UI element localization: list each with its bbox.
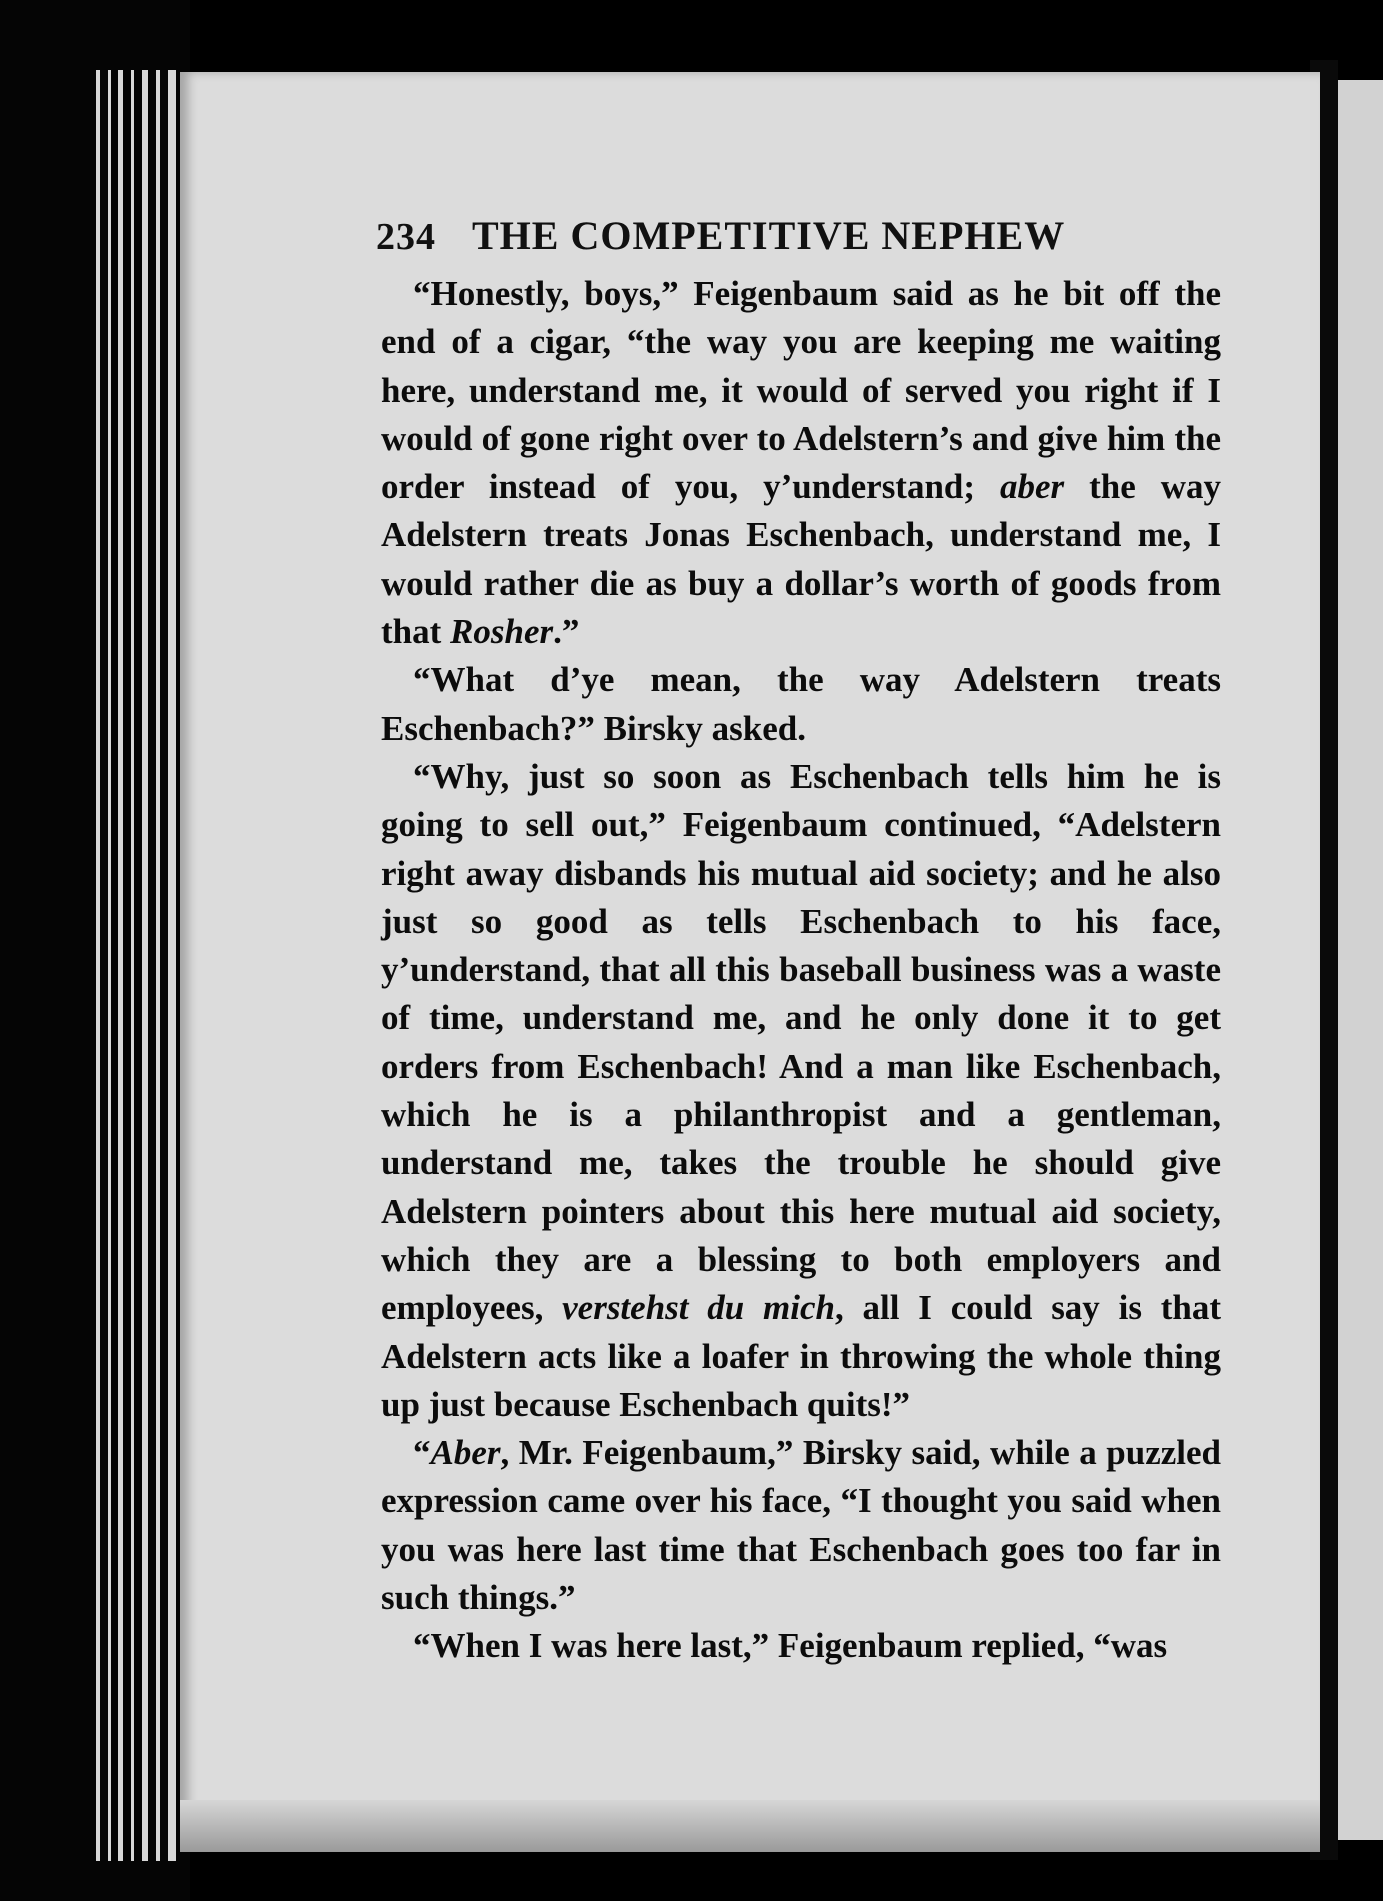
binding-edge-line	[96, 70, 100, 1861]
text-run: .”	[553, 612, 580, 652]
italic-phrase: Rosher	[450, 612, 554, 652]
text-run: “What d’ye mean, the way Adelstern treats Eschenbach?” Birsky asked.	[381, 660, 1221, 748]
text-run: “When I was here last,” Feigenbaum replied, “was	[413, 1626, 1168, 1666]
italic-phrase: verstehst du mich	[562, 1288, 836, 1328]
paragraph	[381, 1429, 1221, 1622]
binding-edge-line	[156, 70, 160, 1861]
text-run: , all I could say is that Adelstern acts like a loafer in throwing the whole thing up just because Eschenbach quits!”	[381, 1288, 1222, 1424]
paragraph	[381, 1622, 1221, 1670]
binding-edge-line	[142, 70, 148, 1861]
text-run: , Mr. Feigenbaum,” Birsky said, while a puzzled expression came over his face, “I thought you said when you was here last time that Eschenbach goes too far in such things.”	[381, 1433, 1221, 1618]
binding-edge-line	[118, 70, 123, 1861]
paragraph	[381, 753, 1221, 1429]
italic-phrase: aber	[1000, 467, 1065, 507]
italic-phrase: Aber	[430, 1433, 501, 1473]
binding-edge-line	[131, 70, 134, 1861]
paragraph	[381, 270, 1221, 656]
page-header	[376, 212, 1226, 259]
running-title: THE COMPETITIVE NEPHEW	[472, 213, 1066, 258]
book-binding	[0, 0, 190, 1901]
text-run: “Why, just so soon as Eschenbach tells him he is going to sell out,” Feigenbaum continued, “Adelstern right away disbands his mutual aid society; and he also just so good as tells Eschenbach to his face, y’understand, that all this baseball business was a waste of time, understand me, and he only done it to get orders from Eschenbach! And a man like Eschenbach, which he is a philanthropist and a gentleman, understand me, takes the trouble he should give Adelstern pointers about this here mutual aid society, which they are a blessing to both employers and employees,	[381, 756, 1221, 1328]
paragraph	[381, 656, 1221, 753]
binding-edge-line	[168, 70, 176, 1861]
page-number: 234	[376, 216, 436, 258]
page-bottom-shadow	[180, 1800, 1320, 1852]
text-run: “	[413, 1433, 431, 1473]
text-run: the way Adelstern treats Jonas Eschenbach, understand me, I would rather die as buy a dollar’s worth of goods from that	[381, 467, 1221, 652]
facing-page-edge	[1338, 80, 1383, 1840]
text-run: “Honestly, boys,” Feigenbaum said as he bit off the end of a cigar, “the way you are keeping me waiting here, understand me, it would of served you right if I would of gone right over to Adelstern’s and give him the order instead of you, y’understand;	[381, 274, 1221, 507]
binding-edge-line	[108, 70, 111, 1861]
body-text	[381, 270, 1221, 1671]
